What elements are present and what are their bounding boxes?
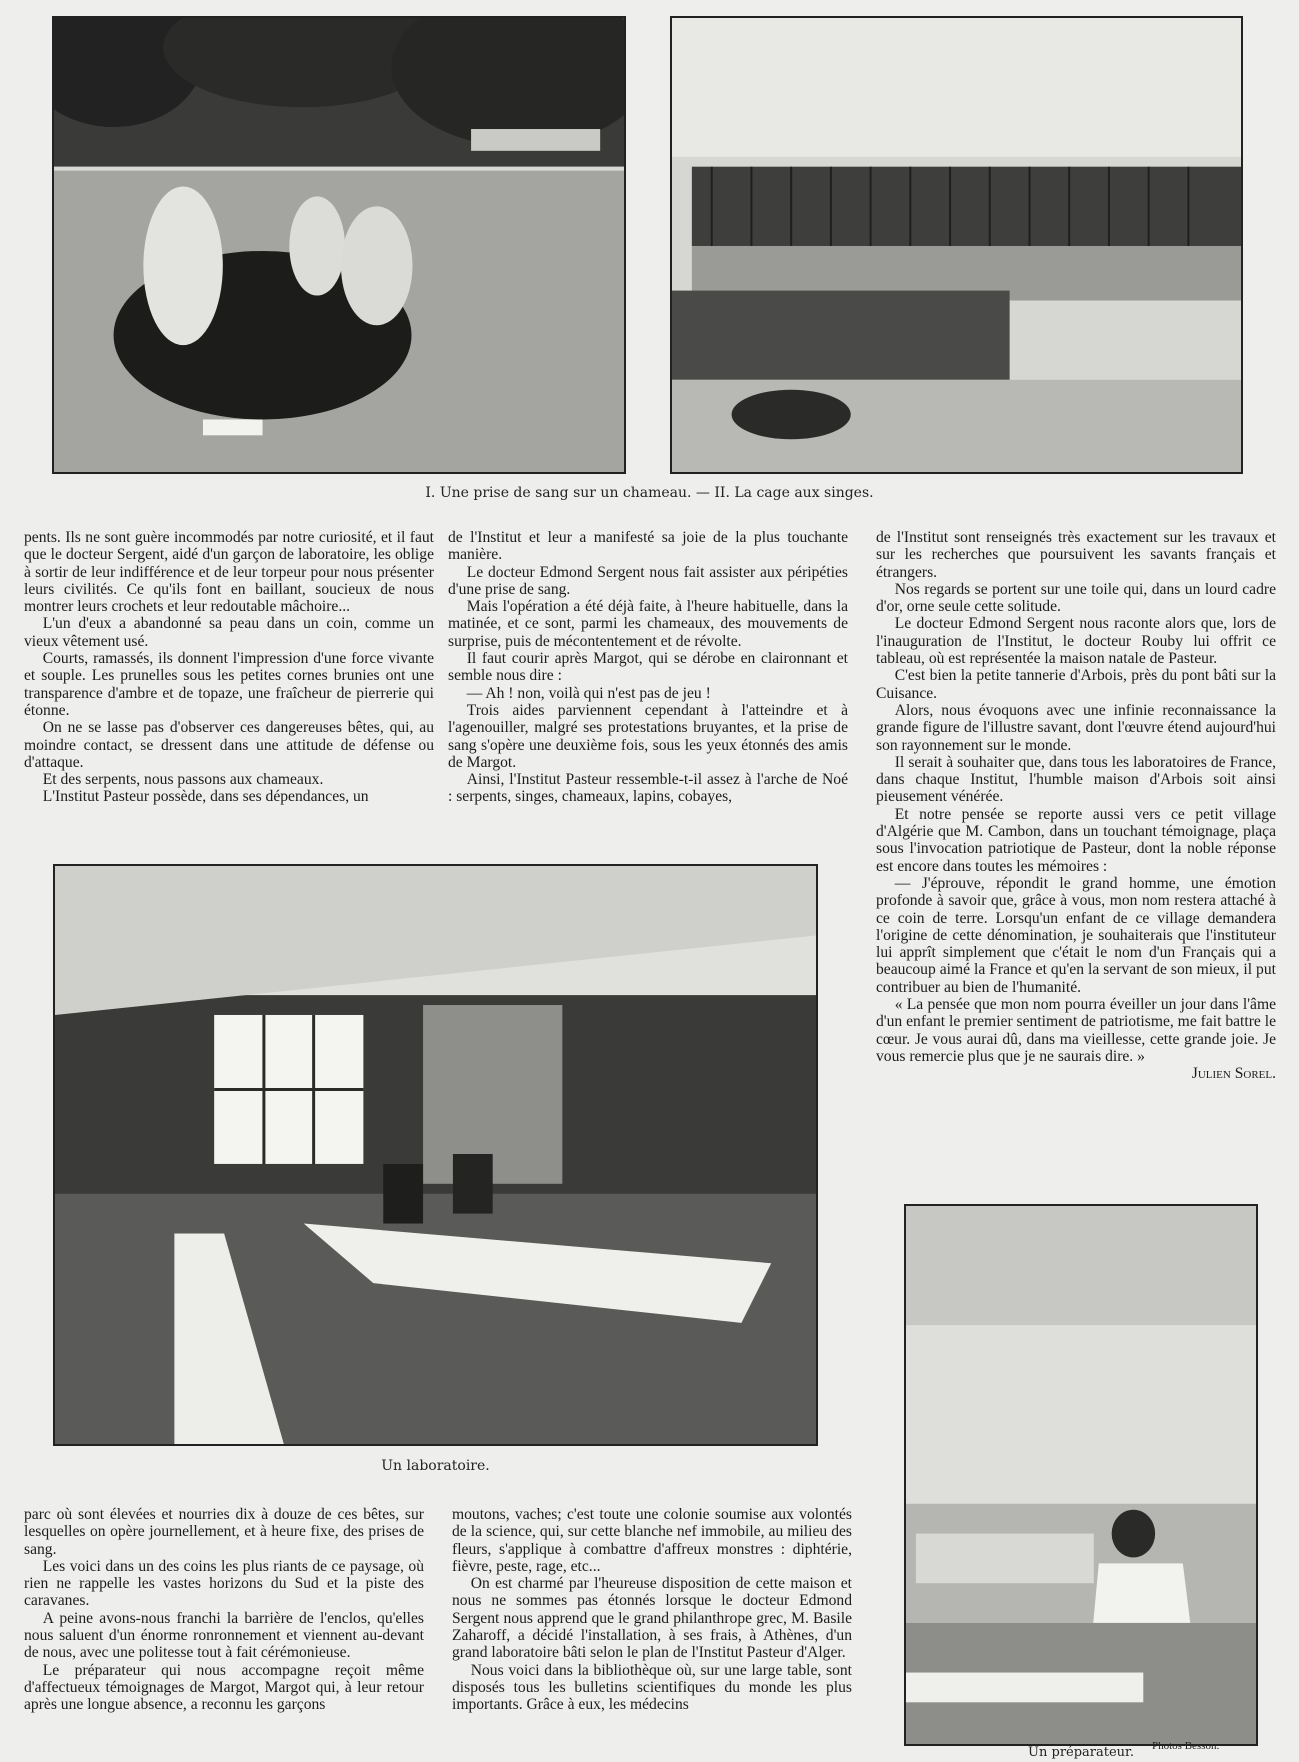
paragraph: « La pensée que mon nom pourra éveiller un jour dans l'âme d'un enfant le premier sentiment de patriotisme, me fait battre le cœur. Je vous aurai dû, dans ma vieillesse, cette grande joie. Je vous remercie plus que je ne saurais dire. » [876, 996, 1276, 1065]
paragraph: Le docteur Edmond Sergent nous raconte alors que, lors de l'inauguration de l'Institut, le docteur Rouby lui offrit ce tableau, où est représentée la maison natale de Pasteur. [876, 615, 1276, 668]
paragraph: L'Institut Pasteur possède, dans ses dépendances, un [42, 788, 369, 806]
paragraph: Et des serpents, nous passons aux chameaux. [42, 771, 324, 789]
paragraph: Alors, nous évoquons avec une infinie reconnaissance la grande figure de l'illustre savant, dont l'œuvre étend aujourd'hui son rayonnement sur le monde. [876, 701, 1276, 754]
paragraph: moutons, vaches; c'est toute une colonie soumise aux volontés de la science, qui, sur cette blanche nef immobile, au milieu des fleurs, s'applique à combattre d'affreux monstres : diphtérie, fièvre, peste, rage, etc... [452, 1506, 852, 1575]
paragraph: pents. Ils ne sont guère incommodés par notre curiosité, et il faut que le docteur Sergent, aidé d'un garçon de laboratoire, les oblige à sortir de leur indifférence et de leur torpeur pour nous présenter leurs civilités. Ce qu'ils font en baillant, soucieux de nous montrer leurs crochets et leur redoutable mâchoire... [24, 529, 434, 616]
paragraph: Les voici dans un des coins les plus riants de ce paysage, où rien ne rappelle les vastes horizons du Sud et la piste des caravanes. [24, 1557, 424, 1610]
preparer-image [906, 1206, 1256, 1744]
paragraph: On est charmé par l'heureuse disposition de cette maison et nous ne sommes pas étonnés lorsque le docteur Edmond Sergent nous apprend que le grand philanthrope grec, M. Basile Zaharoff, a décidé l'installation, à ses frais, à Athènes, d'un grand laboratoire bâti selon le plan de l'Institut Pasteur d'Alger. [452, 1575, 852, 1662]
photo-camel [52, 16, 626, 474]
photo-credit: Photos Besson. [1152, 1740, 1220, 1752]
top-caption: I. Une prise de sang sur un chameau. — II. La cage aux singes. [425, 485, 874, 501]
signature: Julien Sorel. [1191, 1065, 1276, 1083]
lower-column-2 [452, 1506, 852, 1714]
paragraph: L'un d'eux a abandonné sa peau dans un coin, comme un vieux vêtement usé. [24, 615, 434, 650]
paragraph: Il faut courir après Margot, qui se dérobe en claironnant et semble nous dire : [448, 650, 848, 685]
lower-column-1 [24, 1506, 424, 1714]
paragraph: de l'Institut et leur a manifesté sa joie de la plus touchante manière. [448, 529, 848, 564]
paragraph: Nous voici dans la bibliothèque où, sur une large table, sont disposés tous les bulletins scientifiques du monde les plus importants. Grâce à eux, les médecins [452, 1661, 852, 1714]
paragraph: Nos regards se portent sur une toile qui, dans un lourd cadre d'or, orne seule cette solitude. [876, 580, 1276, 616]
photo-laboratory [53, 864, 818, 1446]
upper-column-3 [876, 529, 1276, 1083]
upper-column-2 [448, 529, 848, 806]
paragraph: parc où sont élevées et nourries dix à douze de ces bêtes, sur lesquelles on opère journellement, et à heure fixe, des prises de sang. [24, 1506, 424, 1558]
paragraph: Ainsi, l'Institut Pasteur ressemble-t-il assez à l'arche de Noé : serpents, singes, chameaux, lapins, cobayes, [448, 771, 848, 806]
paragraph: Mais l'opération a été déjà faite, à l'heure habituelle, dans la matinée, et ce sont, parmi les chameaux, des mouvements de surprise, puis de mécontentement et de révolte. [448, 598, 848, 650]
paragraph: — J'éprouve, répondit le grand homme, une émotion profonde à savoir que, grâce à vous, mon nom restera attaché à ce coin de terre. Lorsqu'un enfant de ce village demandera l'origine de cette dénomination, je souhaiterais que l'instituteur lui apprît simplement que c'était le nom d'un Français qui a beaucoup aimé la France et qu'en la servant de son mieux, il put contribuer au bien de l'humanité. [876, 874, 1276, 996]
preparer-caption: Un préparateur. [1028, 1745, 1134, 1760]
paragraph: Il serait à souhaiter que, dans tous les laboratoires de France, dans chaque Institut, l'humble maison d'Arbois soit ainsi pieusement vénérée. [876, 753, 1276, 806]
paragraph: Et notre pensée se reporte aussi vers ce petit village d'Algérie que M. Cambon, dans un touchant témoignage, plaça sous l'invocation patriotique de Pasteur, dont la noble réponse est encore dans toutes les mémoires : [876, 805, 1276, 875]
camel-image [54, 18, 624, 472]
paragraph: A peine avons-nous franchi la barrière de l'enclos, qu'elles nous saluent d'un énorme ronronnement et viennent au-devant de nous, avec une politesse tout à fait cérémonieuse. [24, 1609, 424, 1662]
paragraph: On ne se lasse pas d'observer ces dangereuses bêtes, qui, au moindre contact, se dressent dans une attitude de défense ou d'attaque. [24, 719, 434, 771]
paragraph: — Ah ! non, voilà qui n'est pas de jeu ! [466, 684, 711, 702]
paragraph: Le préparateur qui nous accompagne reçoit même d'affectueux témoignages de Margot, Margot qui, à leur retour après une longue absence, a reconnu les garçons [24, 1661, 424, 1714]
lab-caption: Un laboratoire. [381, 1458, 490, 1474]
paragraph: Le docteur Edmond Sergent nous fait assister aux péripéties d'une prise de sang. [448, 563, 848, 598]
monkey-cage-image [672, 18, 1241, 472]
upper-column-1 [24, 529, 434, 806]
paragraph: C'est bien la petite tannerie d'Arbois, près du pont bâti sur la Cuisance. [876, 667, 1276, 702]
paragraph: Courts, ramassés, ils donnent l'impression d'une force vivante et souple. Les prunelles sous les petites cornes brunies ont une transparence d'ambre et de topaze, une fraîcheur de pierrerie qui étonne. [24, 650, 434, 719]
photo-preparer [904, 1204, 1258, 1746]
paragraph: de l'Institut sont renseignés très exactement sur les travaux et sur les recherches que poursuivent les savants français et étrangers. [876, 529, 1276, 581]
laboratory-image [55, 866, 816, 1444]
photo-monkeys [670, 16, 1243, 474]
paragraph: Trois aides parviennent cependant à l'atteindre et à l'agenouiller, malgré ses protestations bruyantes, et la prise de sang s'opère une deuxième fois, sous les yeux étonnés des amis de Margot. [448, 701, 848, 771]
